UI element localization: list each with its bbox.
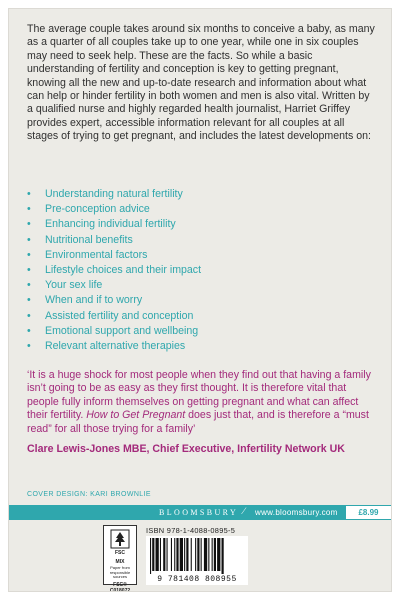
topic-item xyxy=(27,278,347,293)
bullet-icon: • xyxy=(27,340,31,353)
barcode-bar xyxy=(171,538,172,571)
fsc-code: FSC® C018072 xyxy=(109,581,131,592)
topic-label: Nutritional benefits xyxy=(45,233,133,246)
topic-label: Relevant alternative therapies xyxy=(45,340,186,353)
bullet-icon: • xyxy=(27,188,31,200)
back-cover xyxy=(8,8,392,592)
price: £8.99 xyxy=(358,508,379,517)
barcode-bar xyxy=(217,538,220,571)
isbn: ISBN 978-1-4088-0895-5 xyxy=(146,526,236,535)
barcode-bar xyxy=(150,538,151,574)
barcode-bar xyxy=(180,538,183,571)
barcode-bar xyxy=(176,538,178,571)
topic-label: When and if to worry xyxy=(45,294,143,307)
bullet-icon: • xyxy=(27,233,31,246)
review-quote xyxy=(27,369,377,436)
publisher-name: BLOOMSBURY xyxy=(159,508,239,517)
barcode-bar xyxy=(201,538,202,571)
topic-item xyxy=(27,248,347,263)
topic-label: Your sex life xyxy=(45,279,103,292)
topic-list xyxy=(27,187,347,354)
fsc-mix: MIX xyxy=(115,559,125,565)
barcode-icon xyxy=(146,536,248,574)
barcode-bar xyxy=(212,538,213,571)
topic-label: Assisted fertility and conception xyxy=(45,309,194,322)
barcode-bar xyxy=(167,538,168,571)
barcode-bar xyxy=(152,538,154,571)
bullet-icon: • xyxy=(27,309,31,322)
bullet-icon: • xyxy=(27,264,31,277)
topic-item xyxy=(27,187,347,202)
fsc-logo xyxy=(103,525,137,592)
fsc-tagline: Paper from responsible sources xyxy=(109,565,131,580)
barcode-bar xyxy=(174,538,175,571)
topic-item xyxy=(27,339,347,354)
barcode-bar xyxy=(156,538,159,571)
topic-item xyxy=(27,233,347,248)
barcode xyxy=(146,536,248,585)
bullet-icon: • xyxy=(27,218,31,231)
barcode-bar xyxy=(197,538,199,571)
topic-label: Environmental factors xyxy=(45,248,148,261)
publisher-logo-icon: ∕ xyxy=(243,506,245,517)
barcode-bar xyxy=(184,538,185,571)
quote-text-start: ‘It is a huge shock for most people when they find out that having a family isn’t going to be as easy as they first thought. It is therefore vital that people fully inform themselves on getting pregnant and what can affect their fertility. xyxy=(27,369,371,422)
topic-label: Emotional support and wellbeing xyxy=(45,324,199,337)
barcode-number: 9 781408 808955 xyxy=(157,575,237,584)
topic-item xyxy=(27,293,347,308)
barcode-bar xyxy=(163,538,165,571)
cover-design-credit: COVER DESIGN: KARI BROWNLIE xyxy=(27,491,151,498)
topic-item xyxy=(27,309,347,324)
barcode-bar xyxy=(204,538,207,571)
bullet-icon: • xyxy=(27,279,31,292)
topic-label: Lifestyle choices and their impact xyxy=(45,264,202,277)
publisher-url: www.bloomsbury.com xyxy=(255,508,338,517)
publisher-bar xyxy=(9,505,345,520)
barcode-bar xyxy=(222,538,224,574)
bullet-icon: • xyxy=(27,294,31,307)
bullet-icon: • xyxy=(27,248,31,261)
topic-item xyxy=(27,217,347,232)
topic-item xyxy=(27,324,347,339)
barcode-bar xyxy=(195,538,196,571)
quote-text-end: does just that, and is therefore a “must read” for all those trying for a family’ xyxy=(27,409,369,435)
price-box xyxy=(345,505,392,520)
topic-label: Understanding natural fertility xyxy=(45,188,183,200)
fsc-tree-icon xyxy=(110,529,130,549)
topic-item xyxy=(27,263,347,278)
topic-label: Pre-conception advice xyxy=(45,203,150,216)
bullet-icon: • xyxy=(27,203,31,216)
topic-label: Enhancing individual fertility xyxy=(45,218,176,231)
intro-paragraph: The average couple takes around six months to conceive a baby, as many as a quarter of all couples take up to one year, while one in six couples may need to seek help. These are the facts. So while a basic understanding of fertility and conception is key to getting pregnant, knowing all the new and up-to-date research and information about what can help or hinder fertility in both women and men is also vital. Written by a qualified nurse and highly regarded health journalist, Harriet Griffey provides expert, accessible information relevant for all couples at all stages of trying to get pregnant, and includes the latest developments on: xyxy=(27,23,375,143)
topic-item xyxy=(27,202,347,217)
barcode-bar xyxy=(191,538,192,571)
barcode-bar xyxy=(160,538,161,571)
barcode-bar xyxy=(214,538,216,571)
barcode-bar xyxy=(208,538,209,571)
barcode-bar xyxy=(186,538,188,571)
fsc-label: FSC xyxy=(115,550,125,556)
quote-attribution: Clare Lewis-Jones MBE, Chief Executive, Infertility Network UK xyxy=(27,443,345,455)
bullet-icon: • xyxy=(27,324,31,337)
quote-book-title: How to Get Pregnant xyxy=(86,409,186,422)
